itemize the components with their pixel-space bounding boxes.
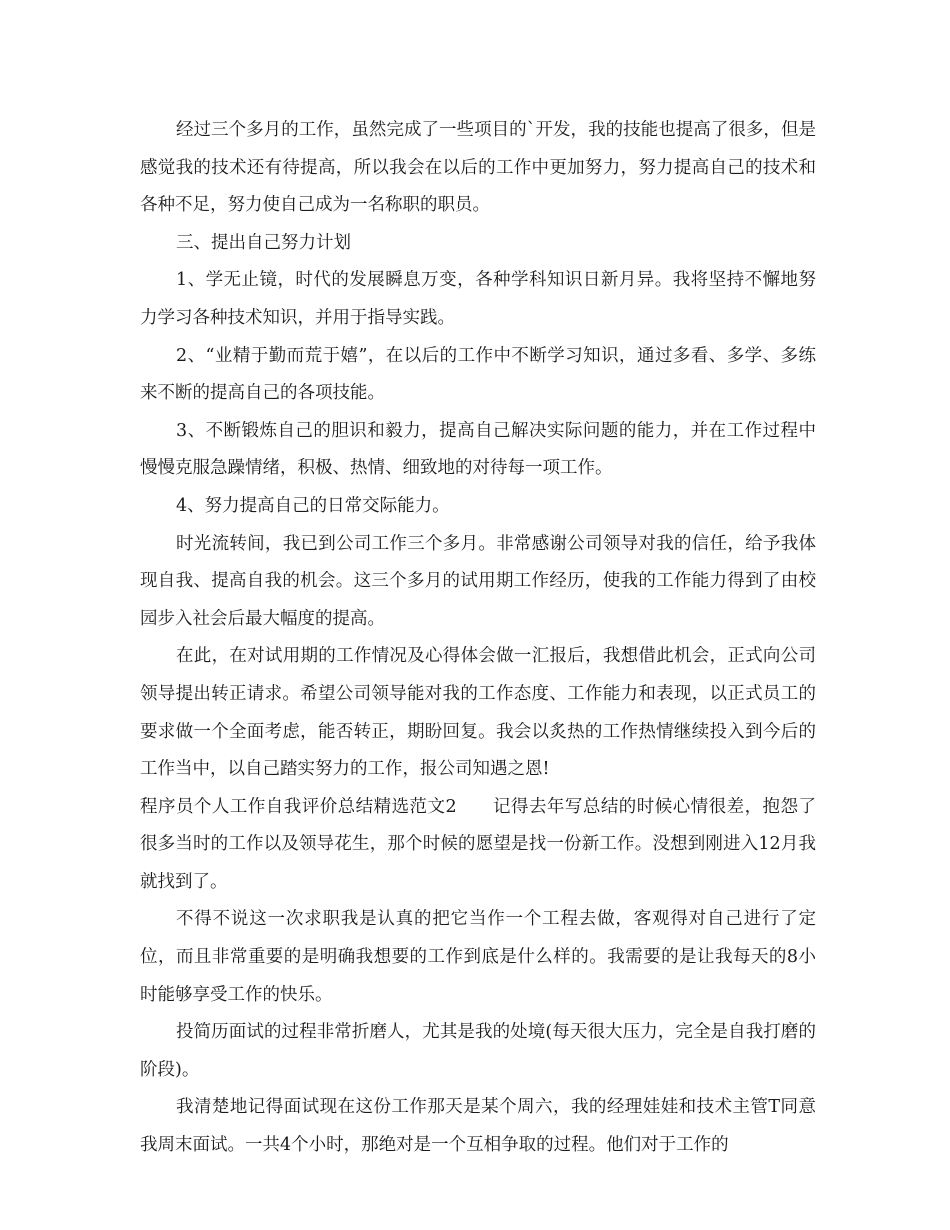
paragraph-reflection: 时光流转间，我已到公司工作三个多月。非常感谢公司领导对我的信任，给予我体现自我、提高自我的机会。这三个多月的试用期工作经历，使我的工作能力得到了由校园步入社会后最大幅度的提高。 (140, 533, 816, 629)
section-heading-3: 三、提出自己努力计划 (176, 232, 351, 253)
paragraph-request: 在此，在对试用期的工作情况及心得体会做一汇报后，我想借此机会，正式向公司领导提出转正请求。希望公司领导能对我的工作态度、工作能力和表现，以正式员工的要求做一个全面考虑，能否转正，期盼回复。我会以炙热的工作热情继续投入到今后的工作当中，以自己踏实努力的工作，报公司知遇之恩! (140, 646, 816, 780)
plan-item-4: 4、努力提高自己的日常交际能力。 (176, 495, 450, 516)
paragraph-job-search: 不得不说这一次求职我是认真的把它当作一个工程去做，客观得对自己进行了定位，而且非常重要的是明确我想要的工作到底是什么样的。我需要的是让我每天的8小时能够享受工作的快乐。 (140, 909, 816, 1005)
article-2-title-paragraph: 程序员个人工作自我评价总结精选范文2 记得去年写总结的时候心情很差，抱怨了很多当时的工作以及领导花生，那个时候的愿望是找一份新工作。没想到刚进入12月我就找到了。 (140, 796, 816, 892)
document-page (140, 112, 816, 1165)
plan-item-1: 1、学无止镜，时代的发展瞬息万变，各种学科知识日新月异。我将坚持不懈地努力学习各种技术知识，并用于指导实践。 (140, 270, 816, 328)
plan-item-3: 3、不断锻炼自己的胆识和毅力，提高自己解决实际问题的能力，并在工作过程中慢慢克服急躁情绪，积极、热情、细致地的对待每一项工作。 (140, 420, 816, 479)
paragraph-interview-day: 我清楚地记得面试现在这份工作那天是某个周六，我的经理娃娃和技术主管T同意我周末面试。一共4个小时，那绝对是一个互相争取的过程。他们对于工作的 (140, 1097, 816, 1156)
paragraph-interviews: 投简历面试的过程非常折磨人，尤其是我的处境(每天很大压力，完全是自我打磨的阶段)。 (140, 1022, 816, 1080)
paragraph-1: 经过三个多月的工作，虽然完成了一些项目的`开发，我的技能也提高了很多，但是感觉我的技术还有待提高，所以我会在以后的工作中更加努力，努力提高自己的技术和各种不足，努力使自己成为一名称职的职员。 (140, 120, 816, 216)
plan-item-2: 2、“业精于勤而荒于嬉”，在以后的工作中不断学习知识，通过多看、多学、多练来不断的提高自己的各项技能。 (140, 345, 816, 404)
